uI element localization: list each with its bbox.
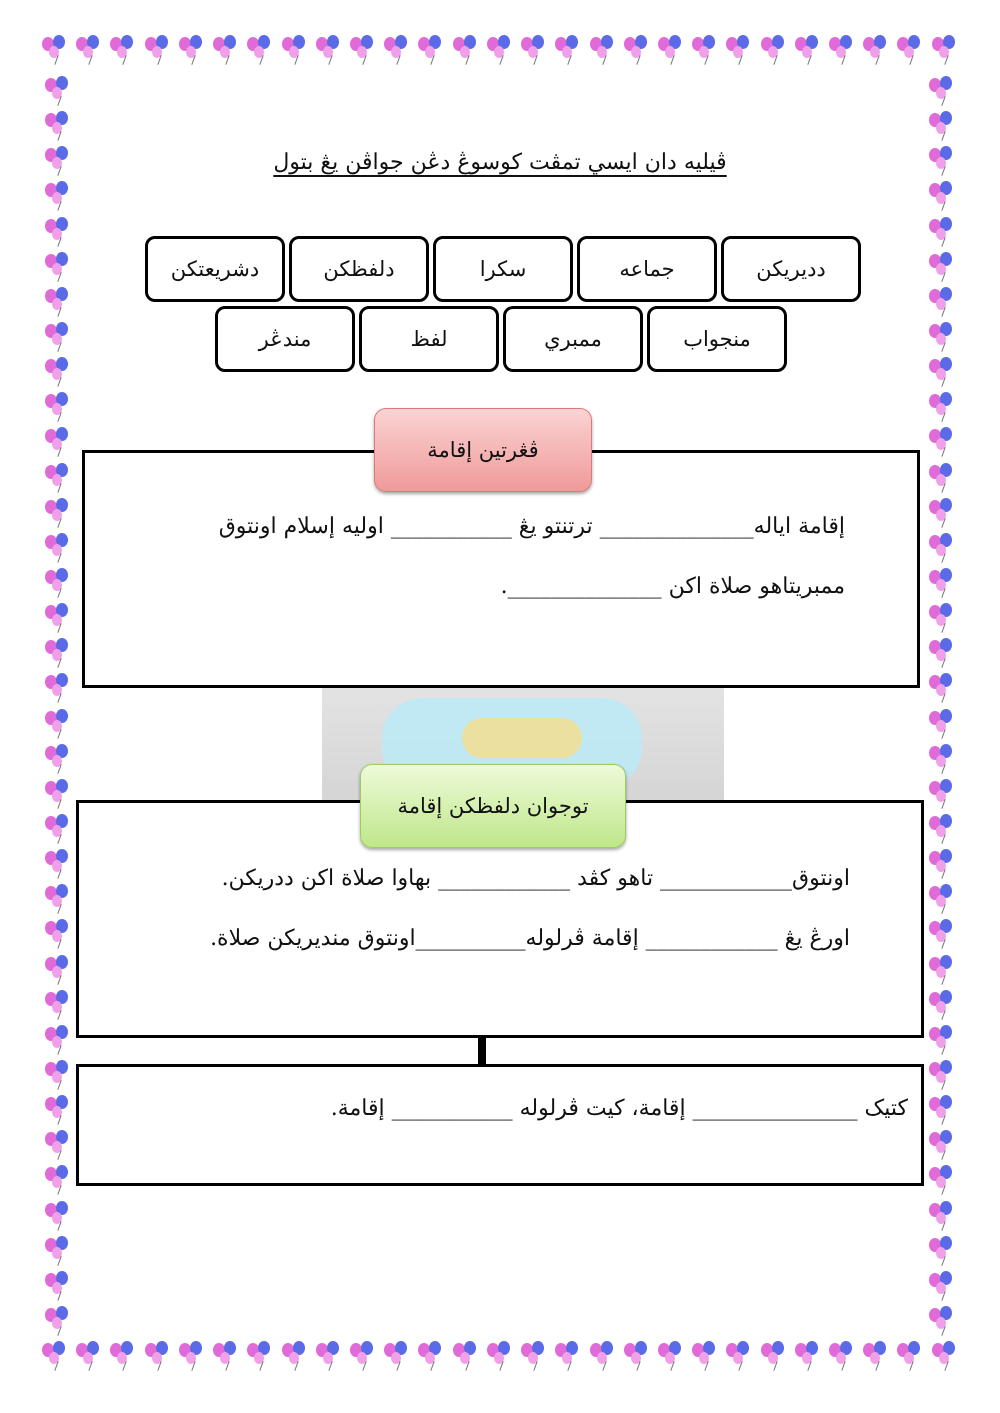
balloon-icon [43, 849, 73, 879]
balloon-icon [43, 76, 73, 106]
balloon-icon [40, 1341, 70, 1371]
balloon-icon [143, 35, 173, 65]
balloon-icon [927, 1236, 957, 1266]
definition-label: ڤڠرتين إقامة [374, 408, 592, 492]
balloon-icon [656, 35, 686, 65]
balloon-icon [108, 1341, 138, 1371]
balloon-icon [861, 1341, 891, 1371]
balloon-icon [927, 181, 957, 211]
balloon-icon [930, 1341, 960, 1371]
balloon-icon [43, 357, 73, 387]
balloon-icon [519, 1341, 549, 1371]
balloon-icon [451, 1341, 481, 1371]
balloon-icon [43, 1236, 73, 1266]
balloon-icon [927, 1165, 957, 1195]
balloon-icon [622, 1341, 652, 1371]
word-box[interactable]: لفظ [359, 306, 499, 372]
statement-line-1[interactable]: كتيک _______________ إقامة، كيت ڤرلوله ___________ إقامة. [330, 1096, 908, 1121]
balloon-icon [43, 498, 73, 528]
balloon-icon [927, 1306, 957, 1336]
balloon-icon [927, 814, 957, 844]
word-box[interactable]: جماعه [577, 236, 717, 302]
balloon-icon [43, 1025, 73, 1055]
border-top [40, 32, 960, 68]
balloon-icon [43, 919, 73, 949]
balloon-icon [793, 1341, 823, 1371]
balloon-icon [43, 884, 73, 914]
balloon-icon [927, 427, 957, 457]
balloon-icon [43, 568, 73, 598]
balloon-icon [43, 1271, 73, 1301]
balloon-icon [588, 35, 618, 65]
worksheet-title: ڤيليه دان ايسي تمڤت كوسوڠ دڠن جواڤن يڠ بتول [273, 150, 727, 175]
balloon-icon [43, 392, 73, 422]
balloon-icon [927, 1271, 957, 1301]
balloon-icon [74, 35, 104, 65]
balloon-icon [382, 35, 412, 65]
balloon-icon [280, 1341, 310, 1371]
balloon-icon [40, 35, 70, 65]
word-box[interactable]: دلفظكن [289, 236, 429, 302]
balloon-icon [43, 779, 73, 809]
balloon-icon [43, 603, 73, 633]
balloon-icon [927, 990, 957, 1020]
balloon-icon [43, 1201, 73, 1231]
balloon-icon [485, 35, 515, 65]
balloon-icon [927, 76, 957, 106]
balloon-icon [211, 1341, 241, 1371]
balloon-icon [108, 35, 138, 65]
balloon-icon [861, 35, 891, 65]
border-bottom [40, 1338, 960, 1374]
balloon-icon [927, 1060, 957, 1090]
balloon-icon [553, 1341, 583, 1371]
purpose-line-1[interactable]: اونتوق____________ تاهو كڤد ____________ بهاوا صلاة اكن ددريكن. [221, 866, 850, 891]
balloon-icon [74, 1341, 104, 1371]
balloon-icon [927, 217, 957, 247]
word-box[interactable]: ممبري [503, 306, 643, 372]
balloon-icon [927, 1130, 957, 1160]
balloon-icon [43, 322, 73, 352]
balloon-icon [43, 111, 73, 141]
balloon-icon [927, 1095, 957, 1125]
balloon-icon [43, 744, 73, 774]
statement-panel [76, 1064, 924, 1186]
balloon-icon [827, 1341, 857, 1371]
balloon-icon [43, 638, 73, 668]
balloon-icon [43, 463, 73, 493]
balloon-icon [245, 35, 275, 65]
balloon-icon [827, 35, 857, 65]
balloon-icon [927, 252, 957, 282]
balloon-icon [895, 1341, 925, 1371]
balloon-icon [895, 35, 925, 65]
border-left [40, 76, 76, 1336]
balloon-icon [927, 322, 957, 352]
balloon-icon [382, 1341, 412, 1371]
balloon-icon [43, 990, 73, 1020]
balloon-icon [724, 35, 754, 65]
panel-connector [478, 1038, 486, 1064]
balloon-icon [927, 463, 957, 493]
word-bank-row-2 [211, 306, 787, 372]
word-box[interactable]: دشريعتكن [145, 236, 285, 302]
balloon-icon [43, 252, 73, 282]
balloon-icon [43, 287, 73, 317]
balloon-icon [519, 35, 549, 65]
balloon-icon [348, 1341, 378, 1371]
balloon-icon [927, 287, 957, 317]
balloon-icon [245, 1341, 275, 1371]
balloon-icon [927, 884, 957, 914]
balloon-icon [927, 849, 957, 879]
border-right [924, 76, 960, 1336]
word-box[interactable]: دديريكن [721, 236, 861, 302]
purpose-label: توجوان دلفظكن إقامة [360, 764, 626, 848]
balloon-icon [348, 35, 378, 65]
balloon-icon [759, 1341, 789, 1371]
balloon-icon [211, 35, 241, 65]
balloon-icon [43, 1306, 73, 1336]
balloon-icon [451, 35, 481, 65]
balloon-icon [690, 1341, 720, 1371]
balloon-icon [553, 35, 583, 65]
balloon-icon [280, 35, 310, 65]
balloon-icon [177, 35, 207, 65]
balloon-icon [143, 1341, 173, 1371]
balloon-icon [43, 427, 73, 457]
balloon-icon [927, 955, 957, 985]
balloon-icon [927, 498, 957, 528]
balloon-icon [43, 217, 73, 247]
balloon-icon [43, 1130, 73, 1160]
balloon-icon [927, 673, 957, 703]
balloon-icon [656, 1341, 686, 1371]
balloon-icon [43, 814, 73, 844]
balloon-icon [927, 1201, 957, 1231]
balloon-icon [793, 35, 823, 65]
balloon-icon [43, 955, 73, 985]
balloon-icon [927, 533, 957, 563]
balloon-icon [759, 35, 789, 65]
balloon-icon [416, 35, 446, 65]
word-bank-row-1 [141, 236, 861, 302]
balloon-icon [177, 1341, 207, 1371]
balloon-icon [927, 779, 957, 809]
balloon-icon [43, 673, 73, 703]
balloon-icon [690, 35, 720, 65]
balloon-icon [622, 35, 652, 65]
balloon-icon [43, 1060, 73, 1090]
balloon-icon [927, 111, 957, 141]
balloon-icon [485, 1341, 515, 1371]
balloon-icon [927, 638, 957, 668]
balloon-icon [43, 533, 73, 563]
balloon-icon [927, 1025, 957, 1055]
balloon-icon [43, 709, 73, 739]
definition-line-1[interactable]: إقامة اياله______________ ترتنتو يڠ ___________ اوليه إسلام اونتوق [218, 514, 845, 539]
balloon-icon [416, 1341, 446, 1371]
definition-line-2[interactable]: ممبريتاهو صلاة اكن ______________. [500, 574, 845, 599]
balloon-icon [930, 35, 960, 65]
balloon-icon [927, 603, 957, 633]
balloon-icon [927, 919, 957, 949]
balloon-icon [43, 1095, 73, 1125]
balloon-icon [927, 392, 957, 422]
word-box[interactable]: مندڠر [215, 306, 355, 372]
word-box[interactable]: سكرا [433, 236, 573, 302]
balloon-icon [314, 35, 344, 65]
balloon-icon [927, 568, 957, 598]
balloon-icon [724, 1341, 754, 1371]
purpose-line-2[interactable]: اورڠ يڠ ____________ إقامة ڤرلوله__________اونتوق منديريكن صلاة. [210, 926, 850, 951]
balloon-icon [927, 709, 957, 739]
balloon-icon [314, 1341, 344, 1371]
word-box[interactable]: منجواب [647, 306, 787, 372]
balloon-icon [927, 744, 957, 774]
balloon-icon [927, 357, 957, 387]
balloon-icon [43, 181, 73, 211]
balloon-icon [588, 1341, 618, 1371]
balloon-icon [43, 1165, 73, 1195]
